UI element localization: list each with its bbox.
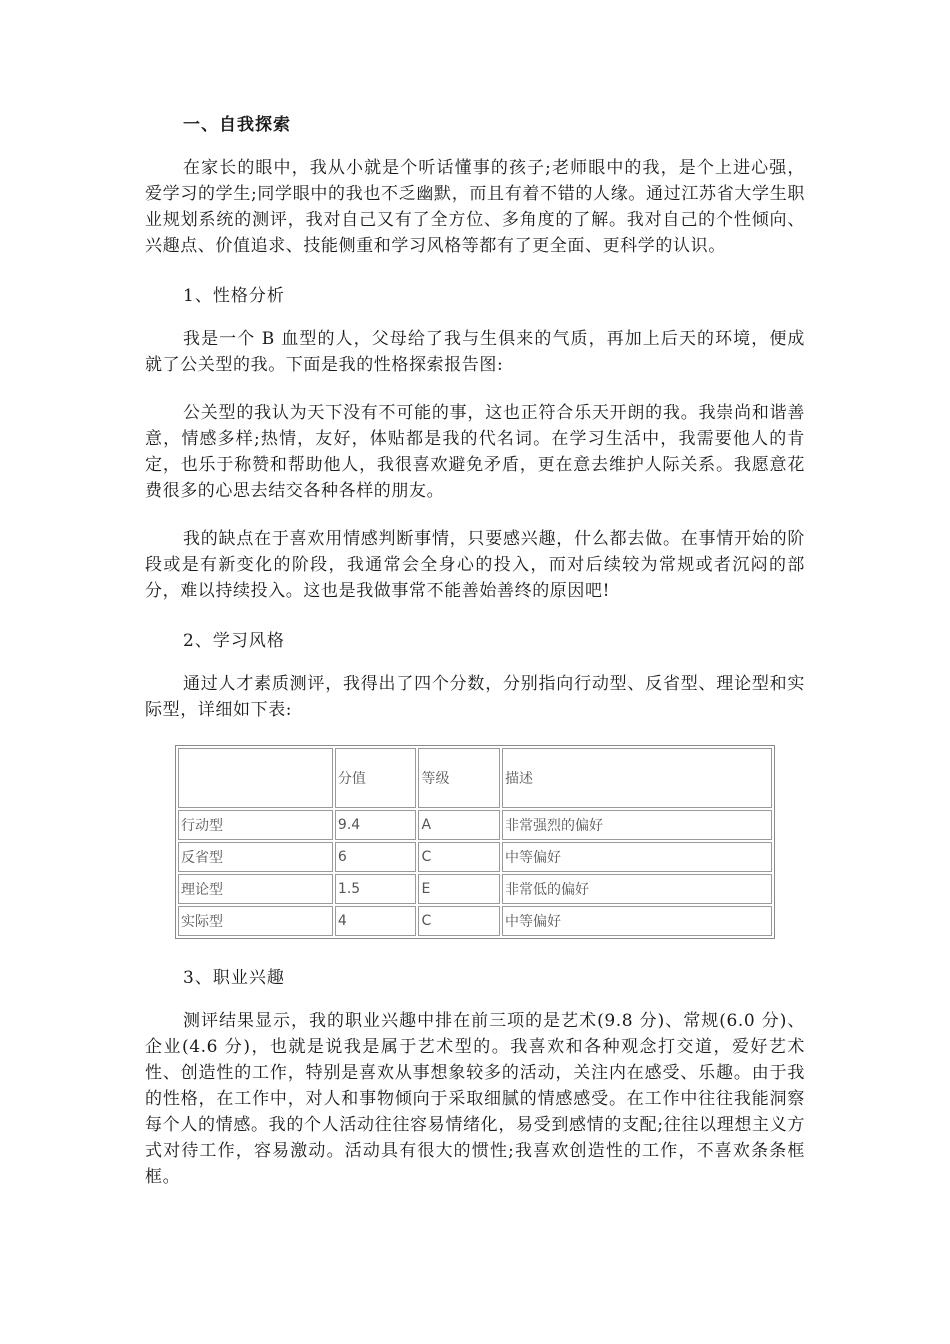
table-cell: A (418, 810, 500, 840)
table-cell: C (418, 842, 500, 872)
table-cell: 理论型 (178, 874, 333, 904)
table-cell: 非常低的偏好 (502, 874, 772, 904)
personality-paragraph-2: 公关型的我认为天下没有不可能的事，这也正符合乐天开朗的我。我崇尚和谐善意，情感多样;热情，友好，体贴都是我的代名词。在学习生活中，我需要他人的肯定，也乐于称赞和帮助他人，我很喜欢避免矛盾，更在意去维护人际关系。我愿意花费很多的心思去结交各种各样的朋友。 (145, 403, 805, 501)
table-row (178, 874, 772, 904)
table-cell: E (418, 874, 500, 904)
table-cell: 1.5 (335, 874, 417, 904)
table-row (178, 906, 772, 936)
learning-style-paragraph: 通过人才素质测评，我得出了四个分数，分别指向行动型、反省型、理论型和实际型，详细如下表: (145, 674, 805, 720)
table-row (178, 842, 772, 872)
subtitle-career-interest: 3、职业兴趣 (183, 968, 285, 988)
career-interest-paragraph: 测评结果显示，我的职业兴趣中排在前三项的是艺术(9.8 分)、常规(6.0 分)、企业(4.6 分)，也就是说我是属于艺术型的。我喜欢和各种观念打交道，爱好艺术性、创造性的工作，特别是喜欢从事想象较多的活动，关注内在感受、乐趣。由于我的性格，在工作中，对人和事物倾向于采取细腻的情感感受。在工作中往往我能洞察每个人的情感。我的个人活动往往容易情绪化，易受到感情的支配;往往以理想主义方式对待工作，容易激动。活动具有很大的惯性;我喜欢创造性的工作，不喜欢条条框框。 (145, 1011, 805, 1187)
intro-paragraph: 在家长的眼中，我从小就是个听话懂事的孩子;老师眼中的我，是个上进心强，爱学习的学生;同学眼中的我也不乏幽默，而且有着不错的人缘。通过江苏省大学生职业规划系统的测评，我对自己又有了全方位、多角度的了解。我对自己的个性倾向、兴趣点、价值追求、技能侧重和学习风格等都有了更全面、更科学的认识。 (145, 158, 805, 256)
table-row (178, 810, 772, 840)
table-cell: 实际型 (178, 906, 333, 936)
table-cell: 反省型 (178, 842, 333, 872)
section-title-self-exploration: 一、自我探索 (183, 115, 291, 135)
table-header-cell (178, 748, 333, 808)
learning-style-table (175, 745, 775, 939)
subtitle-personality-analysis: 1、性格分析 (183, 286, 285, 306)
table-cell: 4 (335, 906, 417, 936)
table-header-cell: 等级 (418, 748, 500, 808)
table-header-cell: 描述 (502, 748, 772, 808)
table-cell: 行动型 (178, 810, 333, 840)
table-header-cell: 分值 (335, 748, 417, 808)
table-header-row (178, 748, 772, 808)
table-cell: 非常强烈的偏好 (502, 810, 772, 840)
table-cell: 中等偏好 (502, 906, 772, 936)
table-cell: 6 (335, 842, 417, 872)
table-cell: C (418, 906, 500, 936)
document-page (145, 110, 805, 1212)
personality-paragraph-3: 我的缺点在于喜欢用情感判断事情，只要感兴趣，什么都去做。在事情开始的阶段或是有新变化的阶段，我通常会全身心的投入，而对后续较为常规或者沉闷的部分，难以持续投入。这也是我做事常不能善始善终的原因吧! (145, 529, 805, 601)
table-cell: 9.4 (335, 810, 417, 840)
personality-paragraph-1: 我是一个 B 血型的人，父母给了我与生俱来的气质，再加上后天的环境，便成就了公关型的我。下面是我的性格探索报告图: (145, 329, 805, 375)
table-cell: 中等偏好 (502, 842, 772, 872)
subtitle-learning-style: 2、学习风格 (183, 631, 285, 651)
